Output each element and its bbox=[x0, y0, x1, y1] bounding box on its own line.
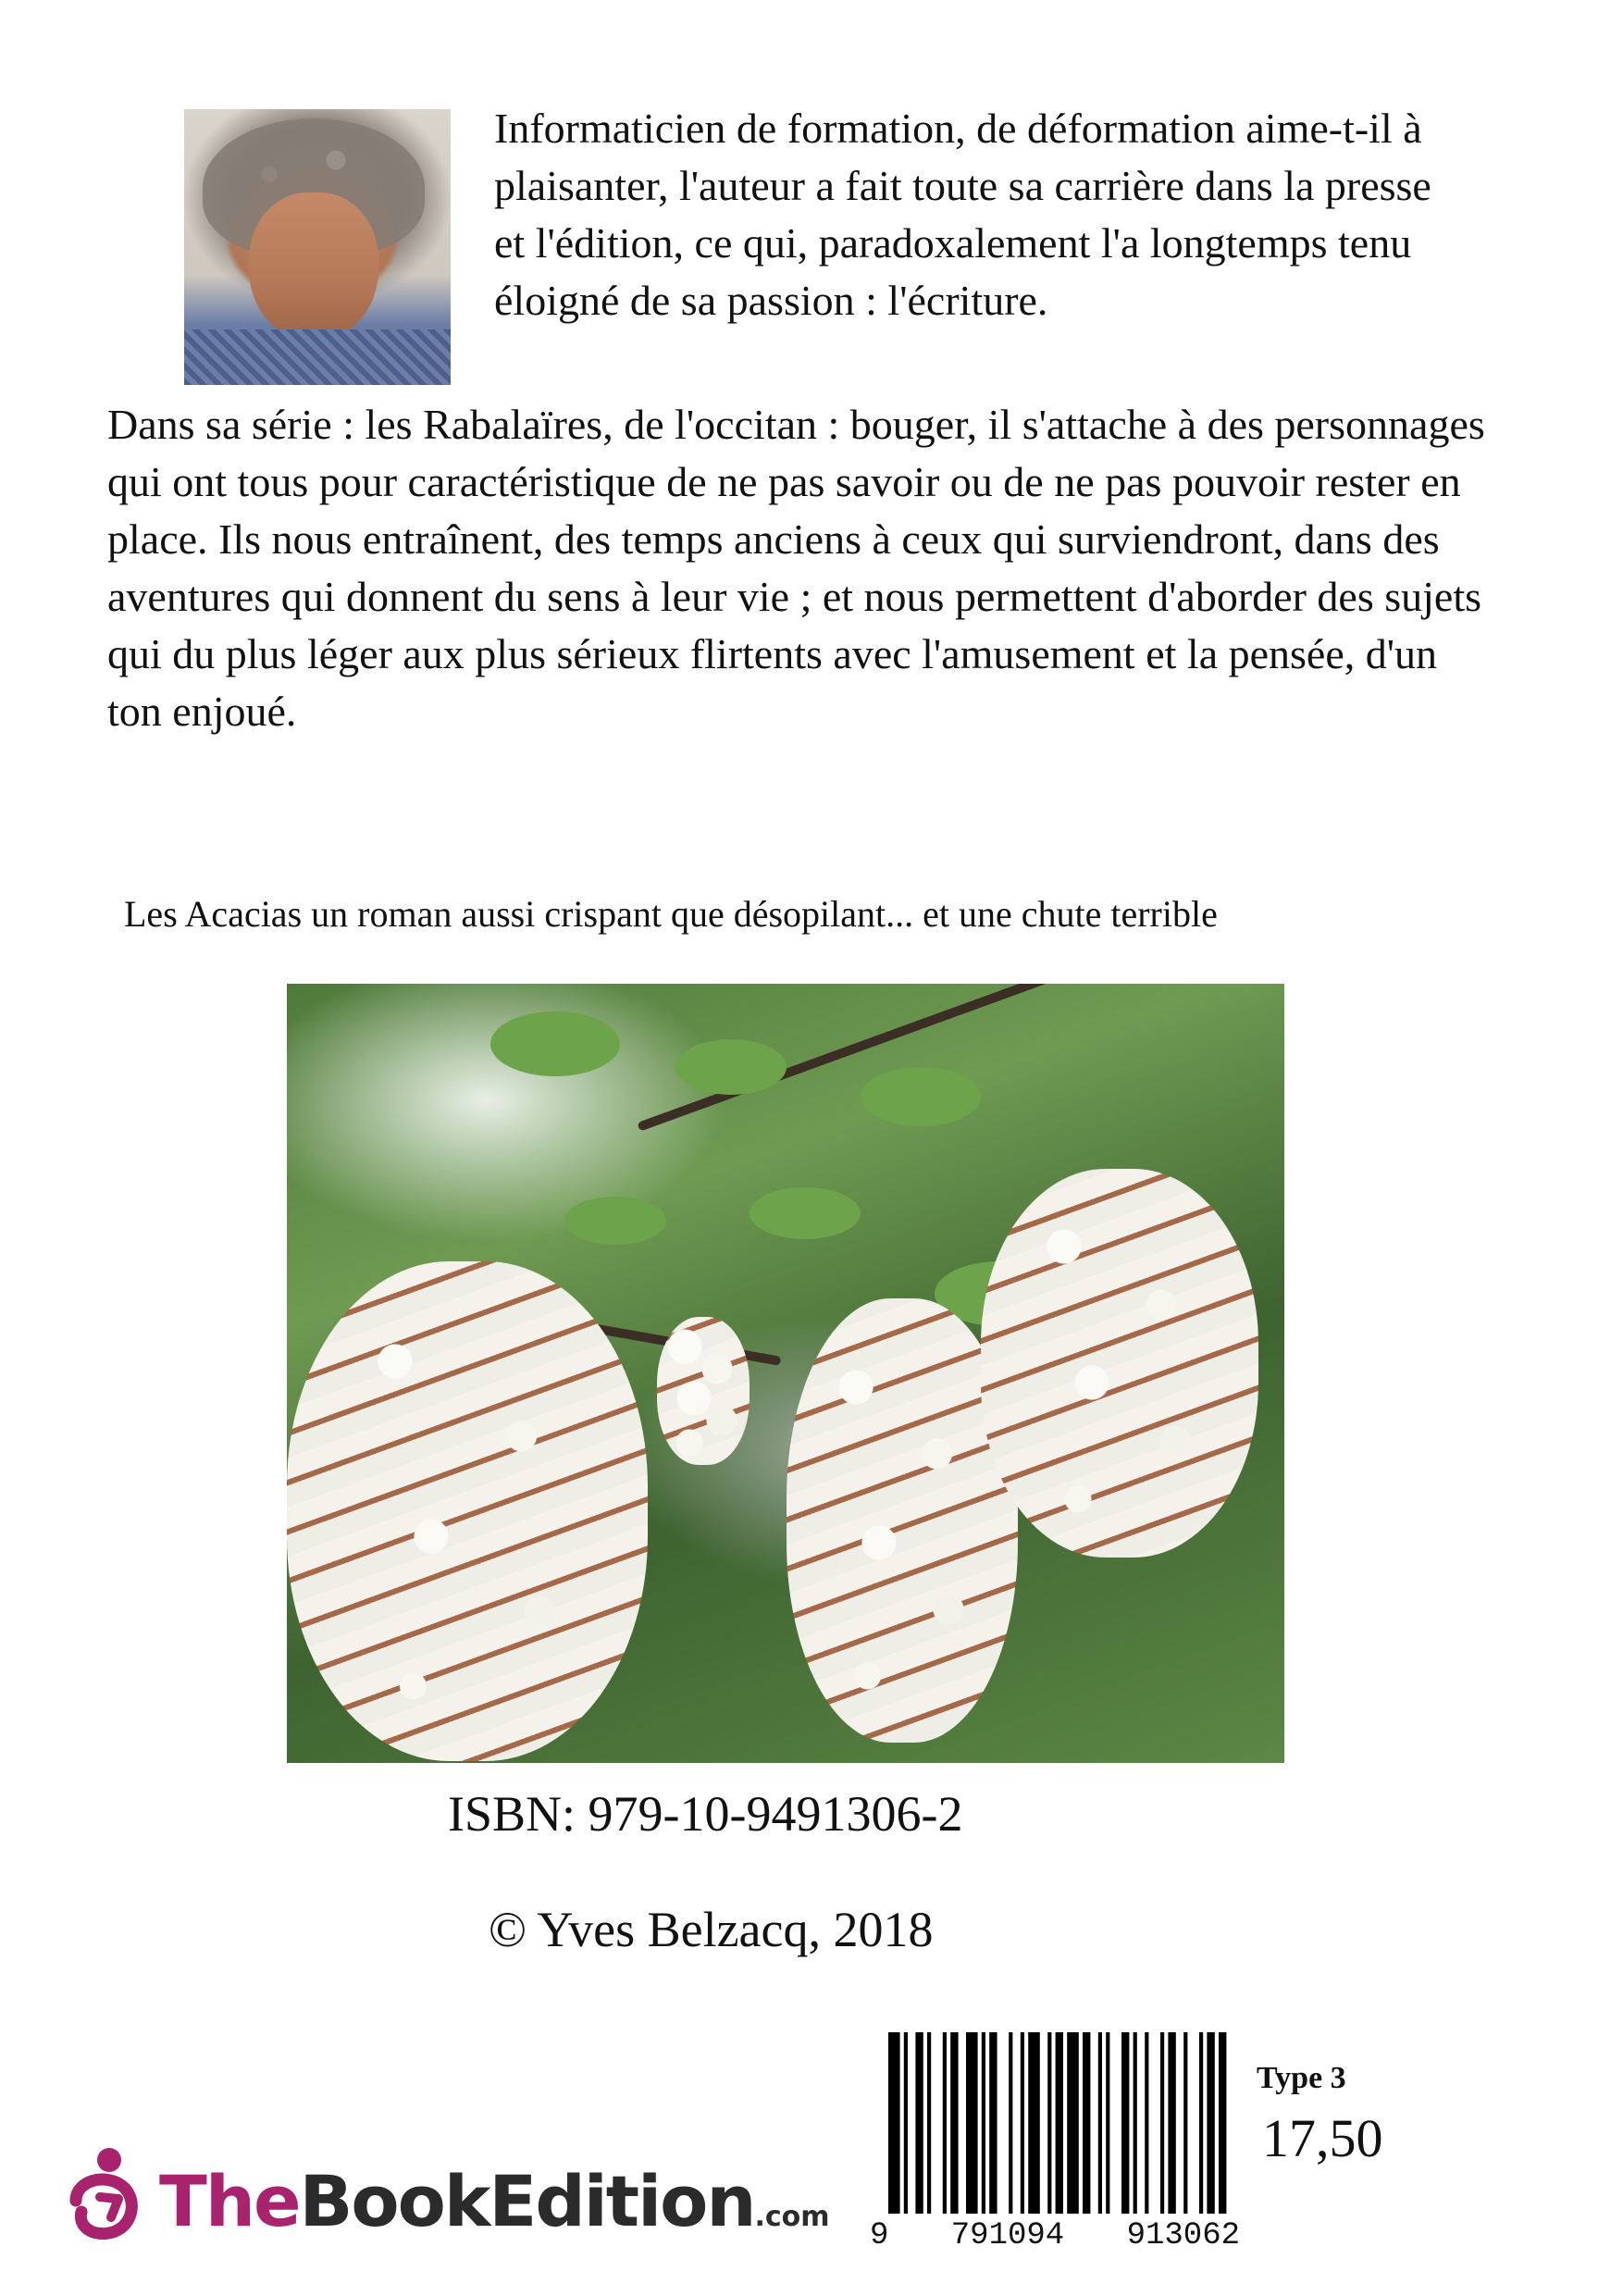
barcode-bar bbox=[915, 2032, 923, 2214]
barcode-bar bbox=[1199, 2032, 1203, 2214]
barcode-bar bbox=[943, 2032, 947, 2214]
barcode-bar bbox=[1047, 2032, 1051, 2214]
barcode-left-digits: 791094 bbox=[950, 2218, 1065, 2253]
barcode-digits bbox=[870, 2217, 1240, 2254]
logo-text-the: The bbox=[159, 2160, 300, 2242]
barcode-bars bbox=[870, 2032, 1240, 2217]
photo-leaf bbox=[564, 1197, 666, 1245]
barcode-bar bbox=[1134, 2032, 1137, 2214]
barcode-bar bbox=[1207, 2032, 1214, 2214]
photo-leaf bbox=[861, 1067, 981, 1126]
flower-cluster bbox=[287, 1261, 648, 1761]
barcode-bar bbox=[989, 2032, 997, 2214]
portrait-shirt bbox=[184, 329, 451, 385]
barcode-bar bbox=[904, 2032, 908, 2214]
type-label: Type 3 bbox=[1257, 2061, 1346, 2095]
barcode-bar bbox=[1145, 2032, 1148, 2214]
logo-text-name: BookEdition bbox=[299, 2160, 755, 2242]
thebookedition-logo bbox=[57, 2145, 830, 2249]
author-portrait bbox=[184, 109, 451, 385]
isbn: ISBN: 979-10-9491306-2 bbox=[448, 1786, 963, 1842]
copyright-notice: © Yves Belzacq, 2018 bbox=[489, 1902, 934, 1957]
photo-leaf bbox=[675, 1039, 787, 1095]
barcode-bar bbox=[1067, 2032, 1079, 2214]
barcode-bar bbox=[1160, 2032, 1164, 2214]
barcode-bar bbox=[950, 2032, 958, 2214]
barcode-bar bbox=[1168, 2032, 1175, 2214]
barcode-bar bbox=[1219, 2032, 1226, 2214]
photo-leaf bbox=[490, 1011, 620, 1076]
price: 17,50 bbox=[1262, 2108, 1383, 2168]
flower-cluster bbox=[657, 1317, 750, 1465]
barcode-bar bbox=[1021, 2032, 1024, 2214]
barcode-bar bbox=[927, 2032, 931, 2214]
barcode-bar bbox=[966, 2032, 978, 2214]
barcode-first-digit: 9 bbox=[870, 2218, 889, 2253]
barcode-bar bbox=[1183, 2032, 1187, 2214]
barcode-bar bbox=[982, 2032, 985, 2214]
barcode-bar bbox=[1098, 2032, 1102, 2214]
barcode-bar bbox=[1056, 2032, 1063, 2214]
barcode bbox=[870, 2032, 1240, 2254]
flower-cluster bbox=[981, 1169, 1258, 1558]
barcode-right-digits: 913062 bbox=[1126, 2218, 1240, 2253]
portrait-face bbox=[249, 192, 378, 341]
barcode-bar bbox=[1106, 2032, 1109, 2214]
barcode-bar bbox=[1028, 2032, 1040, 2214]
photo-leaf bbox=[750, 1187, 861, 1239]
book-tagline: Les Acacias un roman aussi crispant que désopilant... et une chute terrible bbox=[124, 893, 1218, 935]
barcode-bar bbox=[888, 2032, 900, 2214]
publisher-logo-text bbox=[159, 2162, 830, 2257]
barcode-bar bbox=[1009, 2032, 1012, 2214]
barcode-bar bbox=[1121, 2032, 1129, 2214]
publisher-logo-icon bbox=[57, 2145, 159, 2249]
logo-text-suffix: .com bbox=[754, 2201, 830, 2233]
acacia-flowers-photo bbox=[287, 984, 1284, 1763]
barcode-bar bbox=[1083, 2032, 1090, 2214]
author-bio-main: Dans sa série : les Rabalaïres, de l'occitan : bouger, il s'attache à des personnages qui ont tous pour caractéristique de ne pas savoir ou de ne pas pouvoir rester en place. Ils nous entraînent, des temps anciens à ceux qui surviendront, dans des aventures qui donnent du sens à leur vie ; et nous permettent d'aborder des sujets qui du plus léger aux plus sérieux flirtents avec l'amusement et la pensée, d'un ton enjoué. bbox=[107, 401, 1485, 735]
author-bio-intro: Informaticien de formation, de déformation aime-t-il à plaisanter, l'auteur a fait toute sa carrière dans la presse et l'édition, ce qui, paradoxalement l'a longtemps tenu éloigné de sa passion : l'écriture. bbox=[494, 105, 1431, 324]
